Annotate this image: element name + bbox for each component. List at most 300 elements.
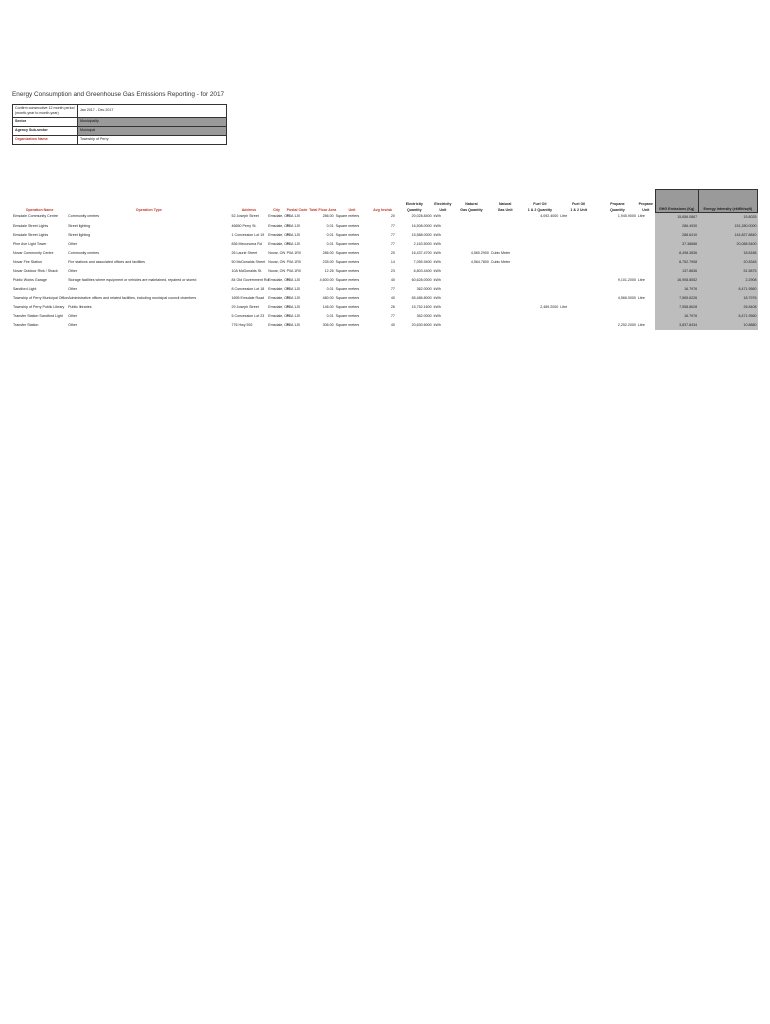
table-cell[interactable]: 1695 Emsdale Road [231,295,265,300]
table-cell[interactable] [520,294,559,303]
column-header-line1: Natural [465,202,478,207]
column-header-line1: Fuel Oil [572,202,586,207]
column-header [267,190,285,213]
table-cell[interactable] [520,249,559,258]
table-cell[interactable] [490,321,521,330]
table-cell[interactable]: 0.01 [326,223,334,228]
table-cell[interactable]: 7,565.6226 [655,294,698,303]
table-cell[interactable]: 12.26 [324,268,334,273]
table-row [12,258,758,267]
table-cell[interactable]: Other [68,313,78,318]
table-cell[interactable] [453,321,490,330]
table-cell[interactable]: 2,489.2000 [540,304,559,309]
table-cell[interactable] [453,267,490,276]
table-cell[interactable]: Other [68,268,78,273]
table-cell[interactable] [559,285,598,294]
table-cell[interactable]: Square meters [335,322,360,327]
column-header-line2: Address [241,207,257,212]
table-cell[interactable]: Novar Outdoor Rink / Shack [13,268,58,273]
table-cell[interactable]: 8 Concession Lot 18 [231,286,265,291]
table-cell[interactable]: 29 Joseph Street [231,304,259,309]
column-header [231,190,268,213]
table-cell[interactable]: 288.6410 [655,231,698,240]
table-cell[interactable]: Novar Community Centre [13,250,54,255]
table-cell[interactable]: 20,630.6000 [411,322,432,327]
column-header-line2: 1 & 2 Unit [570,207,587,212]
table-cell[interactable] [637,303,655,312]
table-cell[interactable]: 15,752.1600 [411,304,432,309]
table-cell[interactable]: 1 Concession Lot 19 [231,232,265,237]
table-cell[interactable]: Litre [560,214,568,219]
table-cell[interactable]: 77 [390,232,395,237]
table-cell[interactable] [490,267,521,276]
table-cell[interactable] [520,312,559,321]
table-cell[interactable]: Novar, ON [268,259,286,264]
period-value[interactable]: Jan 2017 - Dec 2017 [78,105,227,118]
table-cell[interactable]: 6,803.4400 [413,268,432,273]
table-cell[interactable]: 18.7976 [698,294,757,303]
table-cell[interactable]: 4,560.2900 [470,250,489,255]
table-cell[interactable]: Square meters [335,250,360,255]
table-cell[interactable]: Township of Perry Public Library [13,304,65,309]
table-cell[interactable] [559,222,598,231]
table-row [12,213,758,223]
table-cell[interactable]: Cubic Meter [490,250,511,255]
column-header-line2: Operation Type [135,207,162,212]
sector-value[interactable]: Municipality [78,118,227,127]
table-cell[interactable]: Litre [637,214,645,219]
table-cell[interactable] [453,285,490,294]
table-cell[interactable] [520,240,559,249]
table-cell[interactable]: Administrative offices and related facilities, including municipal council chambers [68,295,197,300]
table-cell[interactable]: Fire stations and associated offices and facilities [68,259,145,264]
table-cell[interactable]: Novar Fire Station [13,259,42,264]
table-row [12,240,758,249]
table-cell[interactable] [520,222,559,231]
table-cell[interactable]: Community centres [68,250,100,255]
table-cell[interactable]: 23 [390,268,395,273]
table-cell[interactable]: P0A 1J0 [286,277,301,282]
table-cell[interactable]: 9,101.2000 [617,277,636,282]
table-cell[interactable]: 26.8408 [698,303,757,312]
sector-label: Sector [13,118,78,127]
period-label [13,105,78,118]
table-cell[interactable] [453,312,490,321]
table-cell[interactable]: kWh [433,268,441,273]
table-cell[interactable]: 51.5875 [698,267,757,276]
column-header-line1: Propane [610,202,625,207]
table-cell[interactable]: Community centres [68,214,100,219]
column-header-line2: 1 & 2 Quantity [527,207,552,212]
table-cell[interactable] [490,303,521,312]
table-header-row [12,190,758,213]
table-row [12,231,758,240]
table-cell[interactable]: 286.4930 [655,222,698,231]
column-header-line2: Total Floor Area [309,207,337,212]
table-cell[interactable] [637,285,655,294]
table-cell[interactable]: 8,471.9560 [698,285,757,294]
table-cell[interactable]: Square meters [335,268,360,273]
column-header [286,190,308,213]
table-cell[interactable] [453,240,490,249]
table-cell[interactable]: 146.00 [322,304,334,309]
column-header [67,190,230,213]
table-cell[interactable] [490,312,521,321]
table-cell[interactable]: 77 [390,223,395,228]
period-label-line2: (month-year to month-year) [15,110,59,115]
table-cell[interactable]: 77 [390,286,395,291]
table-cell[interactable] [598,231,637,240]
table-cell[interactable]: Emsdale, ON [268,214,290,219]
column-header-line2: Postal Code [286,207,308,212]
table-cell[interactable] [490,222,521,231]
column-header-line1: Fuel Oil [533,202,547,207]
table-cell[interactable]: 0.01 [326,232,334,237]
table-cell[interactable]: 40 [390,295,395,300]
table-cell[interactable]: Other [68,241,78,246]
table-cell[interactable]: Storage facilities where equipment or vehicles are maintained, repaired or stored [68,277,197,282]
table-cell[interactable]: 362.0000 [416,313,432,318]
table-cell[interactable] [520,285,559,294]
table-cell[interactable]: 2,163.5000 [413,241,432,246]
table-cell[interactable]: Emsdale, ON [268,223,290,228]
table-cell[interactable]: Litre [637,322,645,327]
table-cell[interactable]: Square meters [335,259,360,264]
organization-value[interactable]: Township of Perry [78,136,227,145]
table-cell[interactable]: kWh [433,322,441,327]
table-cell[interactable] [520,267,559,276]
table-row [12,276,758,285]
table-row [12,285,758,294]
column-header [369,190,396,213]
table-cell[interactable]: 7,558.8628 [655,303,698,312]
column-header [335,190,370,213]
table-cell[interactable] [490,213,521,223]
table-cell[interactable] [637,267,655,276]
table-cell[interactable]: Litre [560,304,568,309]
table-cell[interactable]: 10A McDonalds St. [231,268,263,273]
table-cell[interactable] [559,258,598,267]
table-cell[interactable] [453,303,490,312]
column-header-line1: Natural [498,202,512,207]
table-cell[interactable]: Other [68,286,78,291]
column-header [308,190,335,213]
column-header [698,190,757,213]
column-header-line2: Operation Name [25,207,54,212]
table-cell[interactable] [490,285,521,294]
report-info-table [12,104,227,145]
table-cell[interactable] [598,267,637,276]
table-cell[interactable] [490,276,521,285]
column-header [396,190,433,213]
table-cell[interactable]: Emsdale, ON [268,241,290,246]
table-cell[interactable]: Sandford Light [13,286,37,291]
subsector-value[interactable]: Municipal [78,127,227,136]
report-title: Energy Consumption and Greenhouse Gas Emissions Reporting - for 2017 [12,91,225,98]
table-cell[interactable]: 16.7976 [655,312,698,321]
table-cell[interactable] [598,312,637,321]
table-cell[interactable]: 77 [390,313,395,318]
table-cell[interactable]: kWh [433,286,441,291]
column-header-line2: GHG Emissions (Kg) [659,207,695,212]
period-label-line1: Confirm consecutive 12 month period [15,105,75,110]
table-cell[interactable]: P0A 1J0 [286,223,301,228]
table-cell[interactable]: Square meters [335,214,360,219]
table-cell[interactable] [598,249,637,258]
table-cell[interactable]: Emsdale, ON [268,286,290,291]
table-cell[interactable] [453,213,490,223]
table-cell[interactable]: 15,656.0867 [655,213,698,223]
table-cell[interactable]: Novar, ON [268,268,286,273]
table-cell[interactable]: 14 [390,259,395,264]
table-row [12,222,758,231]
table-cell[interactable]: Cubic Meter [490,259,511,264]
table-cell[interactable]: Litre [637,295,645,300]
table-row [12,321,758,330]
table-cell[interactable] [598,285,637,294]
table-cell[interactable]: 8,471.9560 [698,312,757,321]
table-cell[interactable]: 0.01 [326,286,334,291]
table-row [12,249,758,258]
table-cell[interactable] [559,321,598,330]
table-cell[interactable]: 3,837.8434 [655,321,698,330]
table-cell[interactable]: Novar, ON [268,250,286,255]
table-cell[interactable]: 286.00 [322,214,334,219]
table-cell[interactable]: 20 [390,214,395,219]
table-cell[interactable]: 480.00 [322,295,334,300]
table-cell[interactable]: 77 [390,241,395,246]
table-cell[interactable] [453,294,490,303]
table-cell[interactable]: 4,600.00 [319,277,334,282]
table-cell[interactable]: P0A 1R0 [286,268,301,273]
table-cell[interactable]: Emsdale, ON [268,304,290,309]
table-cell[interactable]: 5 Concession Lot 23 [231,313,265,318]
table-cell[interactable] [453,231,490,240]
table-cell[interactable] [453,276,490,285]
table-cell[interactable]: P0A 1R0 [286,250,301,255]
table-cell[interactable]: kWh [433,259,441,264]
column-header-line1: Propane [638,202,653,207]
table-cell[interactable] [559,249,598,258]
table-cell[interactable]: 306.00 [322,322,334,327]
table-cell[interactable]: 144,827.8840 [698,231,757,240]
table-cell[interactable] [453,222,490,231]
table-cell[interactable]: 20,028.8400 [411,214,432,219]
column-header [637,190,655,213]
table-cell[interactable]: kWh [433,232,441,237]
column-header-line2: Unit [642,207,650,212]
table-cell[interactable]: 16,508.0000 [411,223,432,228]
table-cell[interactable]: 84 Old Government Rd [231,277,269,282]
table-cell[interactable]: 362.0000 [416,286,432,291]
table-cell[interactable]: Other [68,322,78,327]
table-cell[interactable] [520,258,559,267]
table-cell[interactable]: 60,628.0000 [411,277,432,282]
table-cell[interactable]: 151,280.0000 [698,222,757,231]
table-cell[interactable]: Emsdale Community Centre [13,214,58,219]
table-cell[interactable]: 0.01 [326,313,334,318]
column-header-line1: Electricity [405,202,423,207]
table-cell[interactable]: Transfer Station [13,322,39,327]
table-cell[interactable]: Emsdale, ON [268,277,290,282]
table-cell[interactable]: 15,588.0000 [411,232,432,237]
table-cell[interactable]: Square meters [335,241,360,246]
table-cell[interactable] [490,231,521,240]
table-cell[interactable]: 20.8346 [698,258,757,267]
column-header [433,190,453,213]
table-cell[interactable]: 16,437.4700 [411,250,432,255]
table-cell[interactable] [559,267,598,276]
table-cell[interactable]: 8,752.7908 [655,258,698,267]
table-cell[interactable]: P0A 1J0 [286,304,301,309]
table-cell[interactable]: 4,092.4000 [540,214,559,219]
table-cell[interactable]: 286.00 [322,250,334,255]
table-cell[interactable] [637,231,655,240]
table-cell[interactable]: 65,486.8000 [411,295,432,300]
table-cell[interactable]: 20,088.5400 [698,240,757,249]
table-cell[interactable]: 8,498.3836 [655,249,698,258]
table-cell[interactable]: kWh [433,313,441,318]
table-cell[interactable] [637,240,655,249]
table-cell[interactable]: Emsdale, ON [268,322,290,327]
table-cell[interactable]: kWh [433,241,441,246]
table-cell[interactable]: 18.8186 [698,249,757,258]
organization-label: Organization Name [13,136,78,145]
table-cell[interactable] [559,294,598,303]
table-cell[interactable]: 1,945.9000 [617,214,636,219]
table-cell[interactable]: 40 [390,277,395,282]
table-row [12,294,758,303]
table-cell[interactable]: P0A 1J0 [286,295,301,300]
table-cell[interactable]: 836 Mecunoma Rd [231,241,262,246]
table-cell[interactable] [559,312,598,321]
column-header [520,190,559,213]
table-cell[interactable]: kWh [433,214,441,219]
table-cell[interactable]: kWh [433,295,441,300]
column-header-line1: Electricity [434,202,452,207]
table-cell[interactable]: 7,055.9400 [413,259,432,264]
table-cell[interactable]: 776 Hwy 592 [231,322,253,327]
table-cell[interactable] [598,222,637,231]
table-cell[interactable]: 0.01 [326,241,334,246]
table-cell[interactable]: Street lighting [68,232,91,237]
table-cell[interactable] [637,249,655,258]
table-cell[interactable]: kWh [433,277,441,282]
table-row [12,312,758,321]
table-cell[interactable]: 15.8025 [698,213,757,223]
column-header-line2: Energy Intensity (ekWh/sqft) [703,207,753,212]
table-cell[interactable]: 16,908.8552 [655,276,698,285]
table-cell[interactable]: 26 Laurie Street [231,250,258,255]
table-cell[interactable]: P0A 1J0 [286,241,301,246]
table-cell[interactable]: Square meters [335,232,360,237]
table-cell[interactable]: Square meters [335,313,360,318]
table-cell[interactable] [559,231,598,240]
table-cell[interactable] [637,258,655,267]
table-cell[interactable]: Public Works Garage [13,277,47,282]
table-cell[interactable]: kWh [433,223,441,228]
table-cell[interactable]: 235.00 [322,259,334,264]
column-header-line2: Unit [439,207,447,212]
table-cell[interactable]: 137.8836 [655,267,698,276]
column-header-line2: Gas Unit [497,207,513,212]
table-cell[interactable] [559,276,598,285]
table-cell[interactable] [490,294,521,303]
table-cell[interactable]: Litre [637,277,645,282]
table-cell[interactable]: Square meters [335,277,360,282]
table-cell[interactable]: 10.8880 [698,321,757,330]
table-cell[interactable] [520,231,559,240]
table-cell[interactable] [520,321,559,330]
table-cell[interactable]: P0A 1J0 [286,322,301,327]
table-cell[interactable]: 46650 Perry St. [231,223,257,228]
table-cell[interactable] [559,240,598,249]
column-header [559,190,598,213]
table-cell[interactable]: 37.38686 [655,240,698,249]
table-cell[interactable] [598,303,637,312]
column-header [490,190,521,213]
table-cell[interactable]: 20 [390,250,395,255]
table-cell[interactable]: Pine Ave Light Tower [13,241,47,246]
table-cell[interactable]: 40 [390,322,395,327]
table-cell[interactable]: 26 [390,304,395,309]
table-cell[interactable]: 50 McDonalds Street [231,259,266,264]
column-header-line2: Avg hrs/wk [373,207,393,212]
table-cell[interactable]: Street lighting [68,223,91,228]
table-cell[interactable]: Square meters [335,304,360,309]
table-cell[interactable]: Township of Perry Municipal Office [13,295,69,300]
column-header [453,190,490,213]
table-cell[interactable]: 4,564.7800 [470,259,489,264]
table-cell[interactable]: Square meters [335,295,360,300]
table-cell[interactable] [637,222,655,231]
table-cell[interactable]: Emsdale Street Lights [13,232,49,237]
table-cell[interactable] [490,240,521,249]
table-row [12,303,758,312]
table-cell[interactable]: Emsdale Street Lights [13,223,49,228]
table-cell[interactable]: Transfer Station Sandford Light [13,313,63,318]
table-row [12,267,758,276]
table-cell[interactable]: P0A 1J0 [286,214,301,219]
table-cell[interactable] [520,276,559,285]
column-header-line2: City [273,207,280,212]
column-header [655,190,698,213]
table-cell[interactable]: 4,566.0000 [617,295,636,300]
column-header [598,190,637,213]
table-cell[interactable]: 52 Joseph Street [231,214,259,219]
table-cell[interactable] [598,240,637,249]
table-cell[interactable]: 2,252.2000 [617,322,636,327]
table-cell[interactable]: P0A 1J0 [286,286,301,291]
table-cell[interactable]: P0A 1J0 [286,313,301,318]
table-cell[interactable] [637,312,655,321]
table-cell[interactable]: P0A 1R0 [286,259,301,264]
operations-table [12,189,758,330]
table-cell[interactable]: 2.2908 [698,276,757,285]
table-cell[interactable]: 16.7976 [655,285,698,294]
table-cell[interactable]: kWh [433,304,441,309]
table-cell[interactable]: Square meters [335,286,360,291]
table-cell[interactable]: Emsdale, ON [268,313,290,318]
table-cell[interactable]: Emsdale, ON [268,232,290,237]
table-cell[interactable] [598,258,637,267]
table-cell[interactable]: Emsdale, ON [268,295,290,300]
table-cell[interactable]: Public libraries [68,304,92,309]
table-cell[interactable]: kWh [433,250,441,255]
table-cell[interactable]: P0A 1J0 [286,232,301,237]
column-header-line2: Gas Quantity [460,207,483,212]
table-cell[interactable]: Square meters [335,223,360,228]
